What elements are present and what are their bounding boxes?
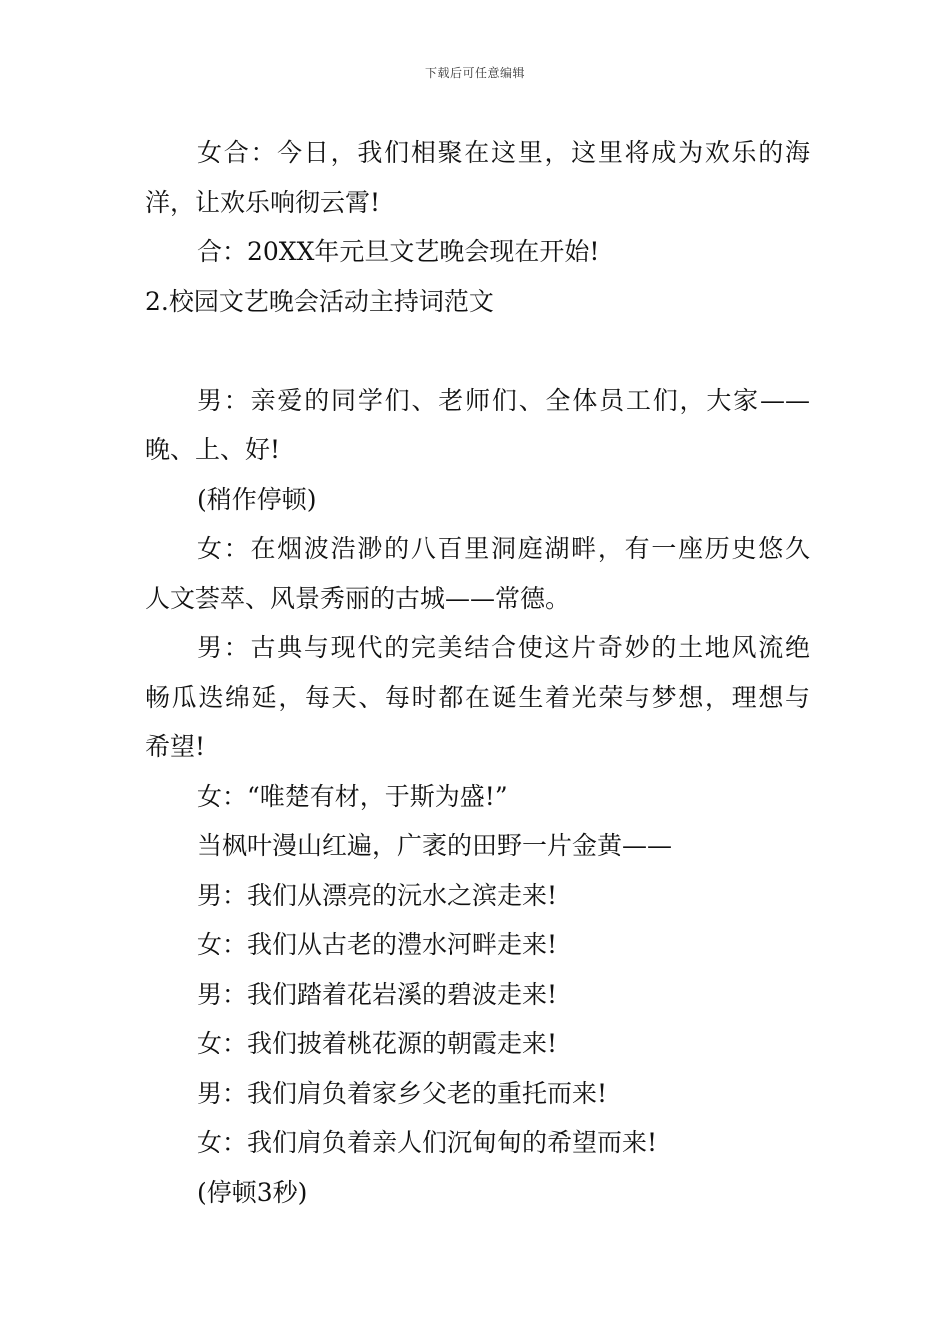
paragraph-line: 女：我们从古老的澧水河畔走来!: [197, 930, 558, 959]
paragraph-line: 男：我们肩负着家乡父老的重托而来!: [197, 1078, 608, 1108]
paragraph-line: 畅瓜迭绵延，每天、每时都在诞生着光荣与梦想，理想与: [145, 682, 810, 712]
paragraph-line: 女：“唯楚有材，于斯为盛!”: [197, 781, 508, 811]
paragraph-line: 晚、上、好!: [145, 435, 281, 464]
paragraph-line: 洋，让欢乐响彻云霄!: [145, 187, 381, 217]
paragraph-line: 合：20XX年元旦文艺晚会现在开始!: [197, 237, 600, 266]
page-header: 下载后可任意编辑: [424, 66, 525, 80]
document-body: [145, 128, 810, 1217]
paragraph-line: 男：我们踏着花岩溪的碧波走来!: [197, 979, 558, 1009]
blank-line: [145, 326, 810, 376]
paragraph-line: 男：我们从漂亮的沅水之滨走来!: [197, 880, 558, 910]
paragraph-line: 女合：今日，我们相聚在这里，这里将成为欢乐的海: [197, 138, 810, 167]
paragraph-line: 女：在烟波浩渺的八百里洞庭湖畔，有一座历史悠久: [197, 534, 810, 563]
paragraph-line: 希望!: [145, 732, 206, 761]
paragraph-line: 女：我们披着桃花源的朝霞走来!: [197, 1029, 558, 1058]
paragraph-line: 男：古典与现代的完美结合使这片奇妙的土地风流绝: [197, 633, 810, 662]
section-heading: 2.校园文艺晚会活动主持词范文: [145, 286, 494, 316]
paragraph-line: 当枫叶漫山红遍，广袤的田野一片金黄——: [197, 831, 673, 860]
stage-direction: (稍作停顿): [197, 484, 317, 514]
paragraph-line: 男：亲爱的同学们、老师们、全体员工们，大家——: [197, 385, 810, 415]
paragraph-line: 人文荟萃、风景秀丽的古城——常德。: [145, 583, 571, 613]
paragraph-line: 女：我们肩负着亲人们沉甸甸的希望而来!: [197, 1128, 658, 1157]
stage-direction: (停顿3秒): [197, 1177, 308, 1207]
